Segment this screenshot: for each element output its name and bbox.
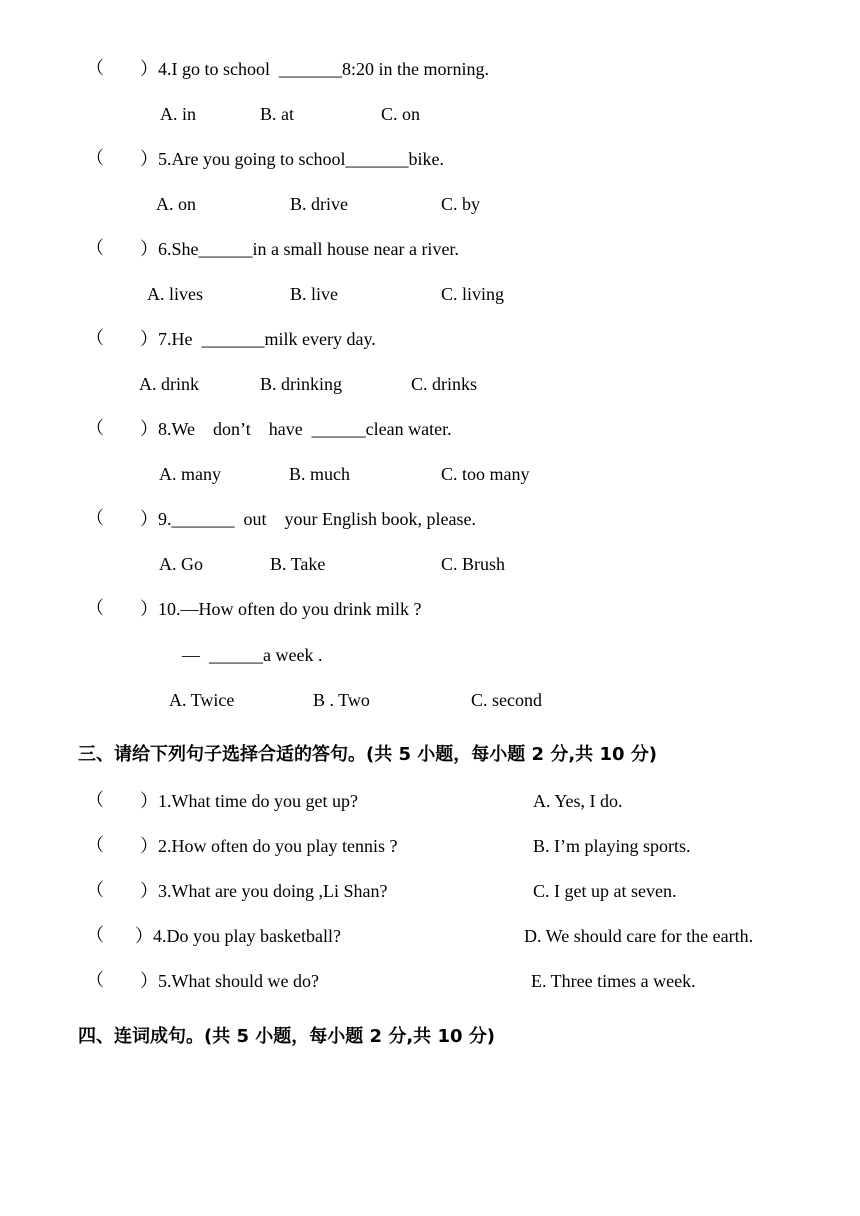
matching-answer: D. We should care for the earth. [524,926,754,946]
question-stem: ）9._______ out your English book, please. [140,509,476,529]
matching-answer: A. Yes, I do. [533,791,623,811]
option-b: B. drinking [260,374,343,394]
question-stem: ）8.We don’t have ______clean water. [140,419,452,439]
matching-question: ）1.What time do you get up? [140,791,358,811]
matching-question: ）5.What should we do? [140,971,319,991]
option-a: A. on [156,194,196,214]
option-a: A. in [160,104,196,124]
option-b: B. Take [270,554,326,574]
answer-paren[interactable]: （ [86,925,104,946]
question-stem: ）5.Are you going to school_______bike. [140,149,444,169]
option-c: C. drinks [411,374,478,394]
option-c: C. living [441,284,505,304]
option-a: A. many [159,464,221,484]
option-b: B. at [260,104,294,124]
answer-paren[interactable]: （ [86,790,104,811]
matching-question: ）3.What are you doing ,Li Shan? [140,881,388,901]
option-c: C. second [471,690,542,710]
answer-paren[interactable]: （ [86,598,104,619]
option-b: B. live [290,284,338,304]
question-subline: — ______a week . [182,645,323,665]
option-c: C. on [381,104,421,124]
answer-paren[interactable]: （ [86,328,104,349]
question-stem: ）4.I go to school _______8:20 in the morning. [140,59,489,79]
answer-paren[interactable]: （ [86,970,104,991]
option-b: B. drive [290,194,348,214]
option-c: C. by [441,194,481,214]
answer-paren[interactable]: （ [86,148,104,169]
answer-paren[interactable]: （ [86,835,104,856]
answer-paren[interactable]: （ [86,880,104,901]
question-stem: ）6.She______in a small house near a river. [140,239,459,259]
matching-question: ）4.Do you play basketball? [135,926,341,946]
option-c: C. too many [441,464,530,484]
section-heading: 四、连词成句。(共 5 小题，每小题 2 分,共 10 分) [78,1026,495,1047]
answer-paren[interactable]: （ [86,418,104,439]
answer-paren[interactable]: （ [86,58,104,79]
matching-answer: B. I’m playing sports. [533,836,691,856]
option-a: A. Go [159,554,203,574]
section-heading: 三、请给下列句子选择合适的答句。(共 5 小题，每小题 2 分,共 10 分) [78,744,657,765]
option-a: A. Twice [169,690,235,710]
matching-answer: C. I get up at seven. [533,881,677,901]
option-a: A. lives [147,284,203,304]
matching-answer: E. Three times a week. [531,971,696,991]
question-stem: ）7.He _______milk every day. [140,329,376,349]
answer-paren[interactable]: （ [86,508,104,529]
option-c: C. Brush [441,554,506,574]
option-b: B. much [289,464,350,484]
option-b: B . Two [313,690,370,710]
option-a: A. drink [139,374,199,394]
answer-paren[interactable]: （ [86,238,104,259]
question-stem: ）10.—How often do you drink milk ? [140,599,422,619]
matching-question: ）2.How often do you play tennis ? [140,836,398,856]
